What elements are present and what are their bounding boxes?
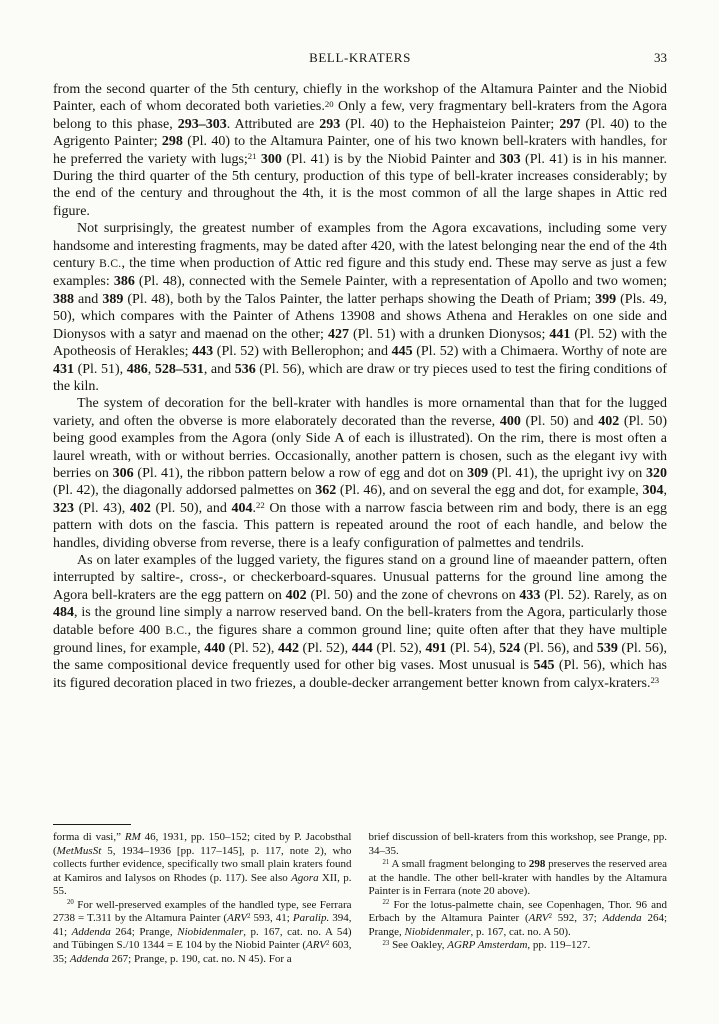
body-paragraph: Not surprisingly, the greatest number of examples from the Agora excavations, including some very handsome and interesting fragments, may be dated after 420, with the latest belonging near the end of the 4th century B.C., the time when production of Attic red figure and this study end. These may serve as just a few examples: 386 (Pl. 48), connected with the Semele Painter, with a representation of Apollo and two women; 388 and 389 (Pl. 48), both by the Talos Painter, the latter perhaps showing the Death of Priam; 399 (Pls. 49, 50), which compares with the Painter of Athens 13908 and shows Athena and Herakles on one side and Dionysos with a satyr and maenad on the other; 427 (Pl. 51) with a drunken Dionysos; 441 (Pl. 52) with the Apotheosis of Herakles; 443 (Pl. 52) with Bellerophon; and 445 (Pl. 52) with a Chimaera. Worthy of note are 431 (Pl. 51), 486, 528–531, and 536 (Pl. 56), which are draw or try pieces used to test the firing conditions of the kiln. [53,221,668,394]
footnote-paragraph: brief discussion of bell-kraters from this workshop, see Prange, pp. 34–35. [368,831,667,857]
footnote-paragraph: $^{20}$ For well-preserved examples of the handled type, see Ferrara 2738 = T.311 by the Altamura Painter (ARV$^2$ 593, 41; Paralip. 394, 41; Addenda 264; Prange, Niobidenmaler, p. 167, cat. no. A 54) and Tübingen S./10 1344 = E 104 by the Niobid Painter (ARV$^2$ 603, 35; Addenda 267; Prange, p. 190, cat. no. N 45). For a [53,898,352,965]
footnote-section [53,824,667,966]
footnote-paragraph: $^{21}$ A small fragment belonging to 298 preserves the reserved area at the handle. The other bell-krater with handles by the Altamura Painter is in Ferrara (note 20 above). [368,858,667,897]
body-paragraph: As on later examples of the lugged variety, the figures stand on a ground line of maeander pattern, often interrupted by saltire-, cross-, or checkerboard-squares. Unusual patterns for the ground line among the Agora bell-kraters are the egg pattern on 402 (Pl. 50) and the zone of chevrons on 433 (Pl. 52). Rarely, as on 484, is the ground line simply a narrow reserved band. On the bell-kraters from the Agora, particularly those datable before 400 B.C., the figures share a common ground line; quite often after that they have multiple ground lines, for example, 440 (Pl. 52), 442 (Pl. 52), 444 (Pl. 52), 491 (Pl. 54), 524 (Pl. 56), and 539 (Pl. 56), the same compositional device frequently used for other big vases. Most unusual is 545 (Pl. 56), which has its figured decoration placed in two friezes, a double-decker arrangement better known from calyx-kraters.$^{23}$ [53,552,668,691]
footnote-rule [53,824,131,825]
footnote-paragraph: $^{23}$ See Oakley, AGRP Amsterdam, pp. 119–127. [382,939,591,951]
footnote-columns [53,831,667,966]
footnote-column-left [53,831,352,966]
page-header [53,50,667,66]
main-text [53,81,667,692]
running-head: BELL-KRATERS [309,50,411,65]
footnote-paragraph: $^{22}$ For the lotus-palmette chain, see Copenhagen, Thor. 96 and Erbach by the Altamura Painter (ARV$^2$ 592, 37; Addenda 264; Prange, Niobidenmaler, p. 167, cat. no. A 50). [368,898,667,938]
footnote-column-right [369,831,668,966]
body-paragraph: from the second quarter of the 5th century, chiefly in the workshop of the Altamura Painter and the Niobid Painter, each of whom decorated both varieties.$^{20}$ Only a few, very fragmentary bell-kraters from the Agora belong to this phase, 293–303. Attributed are 293 (Pl. 40) to the Hephaisteion Painter; 297 (Pl. 40) to the Agrigento Painter; 298 (Pl. 40) to the Altamura Painter, one of his two known bell-kraters with handles, for he preferred the variety with lugs;$^{21}$ 300 (Pl. 41) is by the Niobid Painter and 303 (Pl. 41) is in his manner. During the third quarter of the 5th century, production of this type of bell-krater increases considerably; by the end of the century and throughout the 4th, it is the most common of all the large shapes in Attic red figure. [53,82,668,219]
footnote-paragraph: forma di vasi,” RM 46, 1931, pp. 150–152; cited by P. Jacobsthal (MetMusSt 5, 1934–1936 [pp. 117–145], p. 117, note 2), who collects further evidence, specifically two small plain kraters found at Kamiros and Ialysos on Rhodes (p. 117). See also Agora XII, p. 55. [53,831,352,897]
page-number: 33 [654,50,667,65]
body-paragraph: The system of decoration for the bell-krater with handles is more ornamental than that for the lugged variety, and often the obverse is more elaborately decorated than the reverse, 400 (Pl. 50) and 402 (Pl. 50) being good examples from the Agora (only Side A of each is illustrated). On the rim, there is most often a laurel wreath, with or without berries. Occasionally, another pattern is chosen, such as the elegant ivy with berries on 306 (Pl. 41), the ribbon pattern below a row of egg and dot on 309 (Pl. 41), the upright ivy on 320 (Pl. 42), the diagonally addorsed palmettes on 362 (Pl. 46), and on several the egg and dot, for example, 304, 323 (Pl. 43), 402 (Pl. 50), and 404.22 On those with a narrow fascia between rim and body, there is an egg pattern with dots on the fascia. This pattern is repeated around the root of each handle, and below the handles, dividing obverse from reverse, there is a leafy configuration of palmettes and tendrils. [53,396,668,551]
